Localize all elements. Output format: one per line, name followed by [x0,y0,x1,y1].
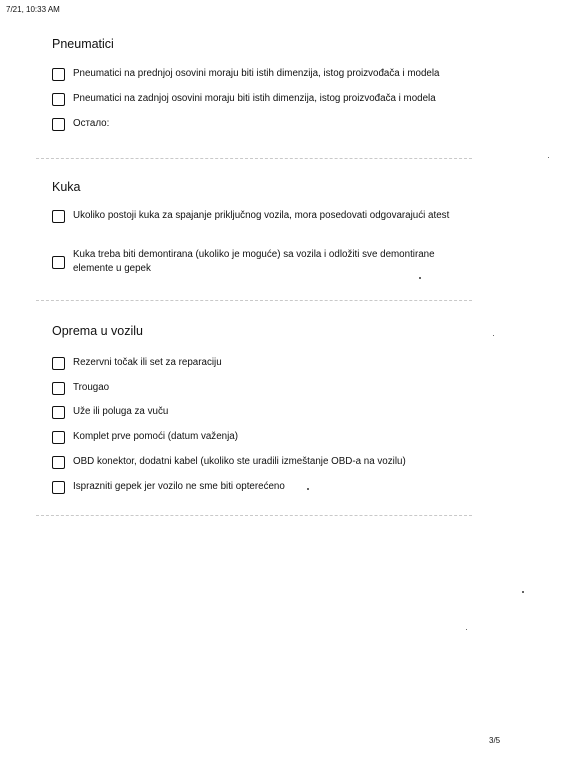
scan-speck [493,335,494,336]
checkbox[interactable] [52,93,65,106]
checklist-item[interactable] [52,480,464,494]
scan-speck [548,157,549,158]
checklist-item[interactable] [52,405,464,419]
checkbox[interactable] [52,382,65,395]
scan-speck [307,488,309,490]
checkbox-label: Isprazniti gepek jer vozilo ne sme biti opterećeno [73,481,285,492]
print-header-datetime: 7/21, 10:33 AM [6,5,60,14]
checkbox-label: Komplet prve pomoći (datum važenja) [73,431,238,442]
checkbox-label: Pneumatici na prednjoj osovini moraju biti istih dimenzija, istog proizvođača i modela [73,68,440,79]
scan-speck [419,277,421,279]
checkbox-label: Остало: [73,118,110,129]
checklist-item[interactable] [52,209,464,223]
checkbox[interactable] [52,406,65,419]
page-number: 3/5 [489,736,501,745]
checklist-item[interactable] [52,381,464,395]
checklist-item[interactable] [52,430,464,444]
checkbox-label: Kuka treba biti demontirana (ukoliko je moguće) sa vozila i odložiti sve demontirane elemente u gepek [73,249,435,274]
checklist-item[interactable] [52,92,464,106]
checkbox[interactable] [52,118,65,131]
checklist-item[interactable] [52,67,464,81]
checkbox-label: Pneumatici na zadnjoj osovini moraju biti istih dimenzija, istog proizvođača i modela [73,93,436,104]
scan-speck [466,629,467,630]
section-title: Oprema u vozilu [52,324,144,338]
checkbox-label: Uže ili poluga za vuču [73,406,169,417]
checkbox[interactable] [52,68,65,81]
scan-speck [522,591,524,593]
section-title: Pneumatici [52,37,114,51]
checkbox[interactable] [52,431,65,444]
section-pneumatici [36,28,472,159]
checkbox-label: Trougao [73,382,110,393]
checkbox-label: OBD konektor, dodatni kabel (ukoliko ste uradili izmeštanje OBD-a na vozilu) [73,456,406,467]
checklist-item[interactable] [52,117,464,131]
checkbox[interactable] [52,256,65,269]
checkbox-label: Ukoliko postoji kuka za spajanje priključnog vozila, mora posedovati odgovarajući atest [73,210,450,221]
section-kuka [36,168,472,301]
checkbox[interactable] [52,210,65,223]
checklist-item[interactable] [52,248,464,276]
checklist-item[interactable] [52,455,464,469]
checkbox-label: Rezervni točak ili set za reparaciju [73,357,222,368]
section-title: Kuka [52,180,81,194]
checkbox[interactable] [52,357,65,370]
checklist-item[interactable] [52,356,464,370]
checkbox[interactable] [52,481,65,494]
checkbox[interactable] [52,456,65,469]
section-oprema-u-vozilu [36,312,472,516]
